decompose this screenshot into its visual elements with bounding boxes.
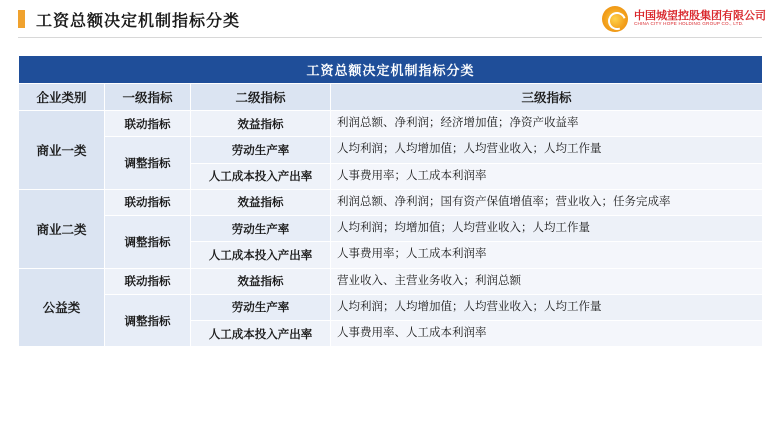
indicator-classification-table [18, 55, 763, 347]
level2-cell: 人工成本投入产出率 [191, 242, 331, 268]
company-name-cn: 中国城望控股集团有限公司 [634, 9, 766, 22]
company-logo-text [634, 11, 766, 27]
circular-swirl-logo-icon [602, 6, 628, 32]
table-header-row [19, 84, 763, 111]
level3-cell: 人均利润；均增加值；人均营业收入；人均工作量 [331, 216, 763, 242]
column-header-level1: 一级指标 [105, 84, 191, 111]
table-row [19, 216, 763, 242]
level1-cell: 联动指标 [105, 189, 191, 215]
level1-cell: 调整指标 [105, 137, 191, 190]
company-name-en: CHINA CITY HOPE HOLDING GROUP CO., LTD. [634, 21, 744, 27]
category-cell: 商业一类 [19, 111, 105, 190]
category-cell: 商业二类 [19, 189, 105, 268]
company-logo [602, 5, 766, 33]
level1-cell: 调整指标 [105, 294, 191, 347]
level3-cell: 人均利润；人均增加值；人均营业收入；人均工作量 [331, 137, 763, 163]
level1-cell: 调整指标 [105, 216, 191, 269]
level2-cell: 劳动生产率 [191, 137, 331, 163]
header-divider [18, 37, 762, 38]
level3-cell: 人均利润；人均增加值；人均营业收入；人均工作量 [331, 294, 763, 320]
level1-cell: 联动指标 [105, 268, 191, 294]
level2-cell: 效益指标 [191, 268, 331, 294]
level3-cell: 人事费用率；人工成本利润率 [331, 163, 763, 189]
indicator-table-wrapper [18, 55, 762, 347]
level3-cell: 利润总额、净利润；国有资产保值增值率；营业收入；任务完成率 [331, 189, 763, 215]
header-accent-bar [18, 10, 25, 28]
table-row [19, 268, 763, 294]
page-title: 工资总额决定机制指标分类 [36, 13, 241, 30]
table-row [19, 111, 763, 137]
column-header-level3: 三级指标 [331, 84, 763, 111]
level1-cell: 联动指标 [105, 111, 191, 137]
level2-cell: 效益指标 [191, 111, 331, 137]
level2-cell: 效益指标 [191, 189, 331, 215]
level2-cell: 劳动生产率 [191, 294, 331, 320]
table-row [19, 189, 763, 215]
level2-cell: 人工成本投入产出率 [191, 321, 331, 347]
table-title: 工资总额决定机制指标分类 [19, 56, 763, 84]
column-header-level2: 二级指标 [191, 84, 331, 111]
level3-cell: 营业收入、主营业务收入；利润总额 [331, 268, 763, 294]
table-title-row [19, 56, 763, 84]
level2-cell: 人工成本投入产出率 [191, 163, 331, 189]
level3-cell: 人事费用率；人工成本利润率 [331, 242, 763, 268]
category-cell: 公益类 [19, 268, 105, 347]
level3-cell: 利润总额、净利润；经济增加值；净资产收益率 [331, 111, 763, 137]
table-row [19, 294, 763, 320]
level3-cell: 人事费用率、人工成本利润率 [331, 321, 763, 347]
slide-header [0, 0, 780, 38]
table-row [19, 137, 763, 163]
column-header-category: 企业类别 [19, 84, 105, 111]
level2-cell: 劳动生产率 [191, 216, 331, 242]
